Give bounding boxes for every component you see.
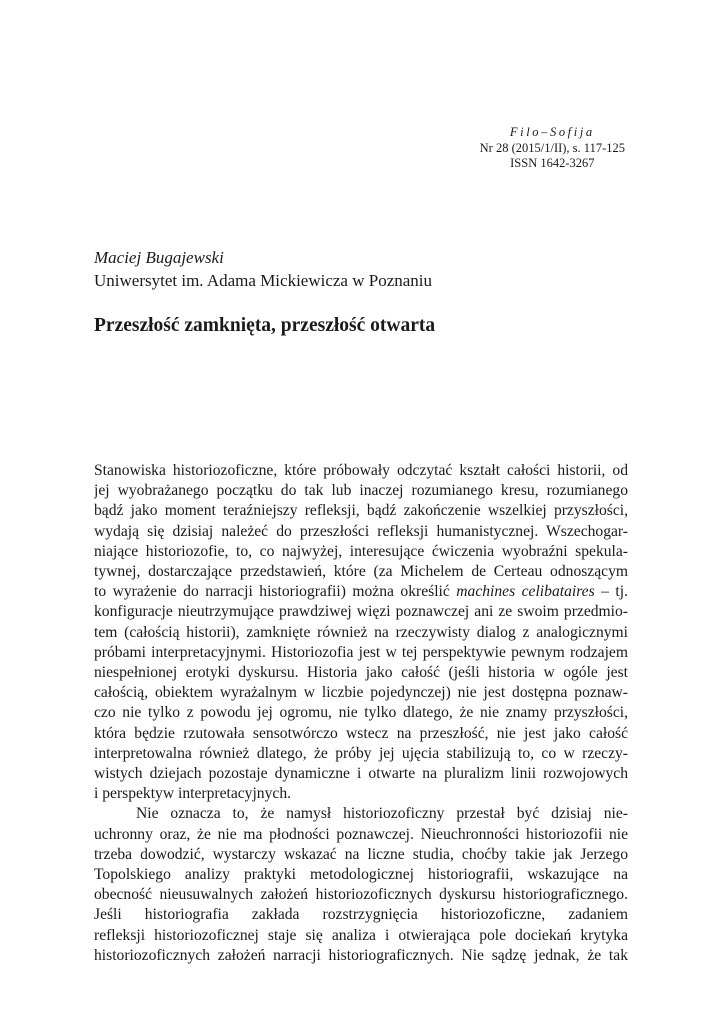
- paragraph-2: [94, 804, 628, 966]
- article-body: [94, 461, 628, 966]
- journal-name: Filo–Sofija: [509, 125, 595, 139]
- italic-term: machines celibataires: [456, 583, 595, 601]
- body-line: wistych dziejach pozostaje dynamiczne i otwarte na pluralizm linii rozwojowych: [94, 765, 628, 783]
- author-affiliation: Uniwersytet im. Adama Mickiewicza w Poznaniu: [94, 271, 433, 290]
- body-line: jej wyobrażanego początku do tak lub inaczej rozumianego kresu, rozumianego: [94, 482, 628, 500]
- body-line: uchronny oraz, że nie ma płodności poznawczej. Nieuchronności historiozofii nie: [94, 825, 628, 843]
- body-line: historiozoficznych założeń narracji historiograficznych. Nie sądzę jednak, że tak: [94, 946, 628, 964]
- body-line: Topolskiego analizy praktyki metodologicznej historiografii, wskazujące na: [94, 866, 628, 884]
- body-line: i perspektyw interpretacyjnych.: [94, 785, 292, 803]
- paragraph-1: [94, 461, 628, 804]
- body-line: tywnej, dostarczające przedstawień, które (za Michelem de Certeau odnoszącym: [94, 563, 628, 581]
- body-line: niespełnionej erotyki dyskursu. Historia jako całość (jeśli historia w ogóle jest: [94, 664, 628, 682]
- body-line: która będzie rzutowała sensotwórczo wstecz na przeszłość, nie jest jako całość: [94, 724, 628, 742]
- body-line: Nie oznacza to, że namysł historiozoficzny przestał być dzisiaj nie-: [136, 805, 628, 823]
- body-line: refleksji historiozoficznej staje się analiza i otwierająca pole dociekań krytyka: [94, 926, 628, 944]
- body-line: całością, obiektem wyrażalnym w liczbie pojedynczej) nie jest dostępna poznaw-: [94, 684, 628, 702]
- body-line: trzeba dowodzić, wystarczy wskazać na liczne studia, choćby takie jak Jerzego: [94, 845, 628, 863]
- body-line: interpretowalna również dlatego, że próby jej ujęcia stabilizują to, co w rzeczy-: [94, 744, 628, 762]
- body-line: obecność nieusuwalnych założeń historiozoficznych dyskursu historiograficznego.: [94, 886, 628, 904]
- body-line: konfiguracje nieutrzymujące prawdziwej więzi poznawczej ani ze swoim przedmio-: [94, 603, 628, 621]
- body-line: tem (całością historii), zamknięte również na rzeczywisty dialog z analogicznymi: [94, 623, 628, 641]
- body-text-segment: – tj.: [594, 583, 628, 601]
- journal-header: [480, 125, 625, 172]
- body-line: próbami interpretacyjnymi. Historiozofia jest w tej perspektywie pewnym rodzajem: [94, 643, 628, 661]
- journal-issue: Nr 28 (2015/1/II), s. 117-125: [479, 140, 625, 155]
- body-line: niające historiozofie, to, co najwyżej, interesujące ćwiczenia wyobraźni spekula-: [94, 542, 628, 560]
- body-line: czo nie tylko z powodu jej ogromu, nie tylko dlatego, że nie znamy przyszłości,: [94, 704, 628, 722]
- body-line: [94, 582, 628, 602]
- body-line: Jeśli historiografia zakłada rozstrzygnięcia historiozoficzne, zadaniem: [94, 906, 628, 924]
- author-name: Maciej Bugajewski: [94, 248, 224, 267]
- body-line: Stanowiska historiozoficzne, które próbowały odczytać kształt całości historii, od: [94, 462, 628, 479]
- author-block: [94, 246, 432, 292]
- body-line: wydają się dzisiaj należeć do przeszłości refleksji humanistycznej. Wszechogar-: [94, 522, 628, 540]
- body-line: bądź jako moment teraźniejszy refleksji, bądź zakończenie wszelkiej przyszłości,: [94, 502, 628, 520]
- journal-issn: ISSN 1642-3267: [510, 156, 595, 170]
- body-text-segment: to wyrażenie do narracji historiografii) można określić: [94, 583, 457, 601]
- article-title: Przeszłość zamknięta, przeszłość otwarta: [94, 315, 436, 336]
